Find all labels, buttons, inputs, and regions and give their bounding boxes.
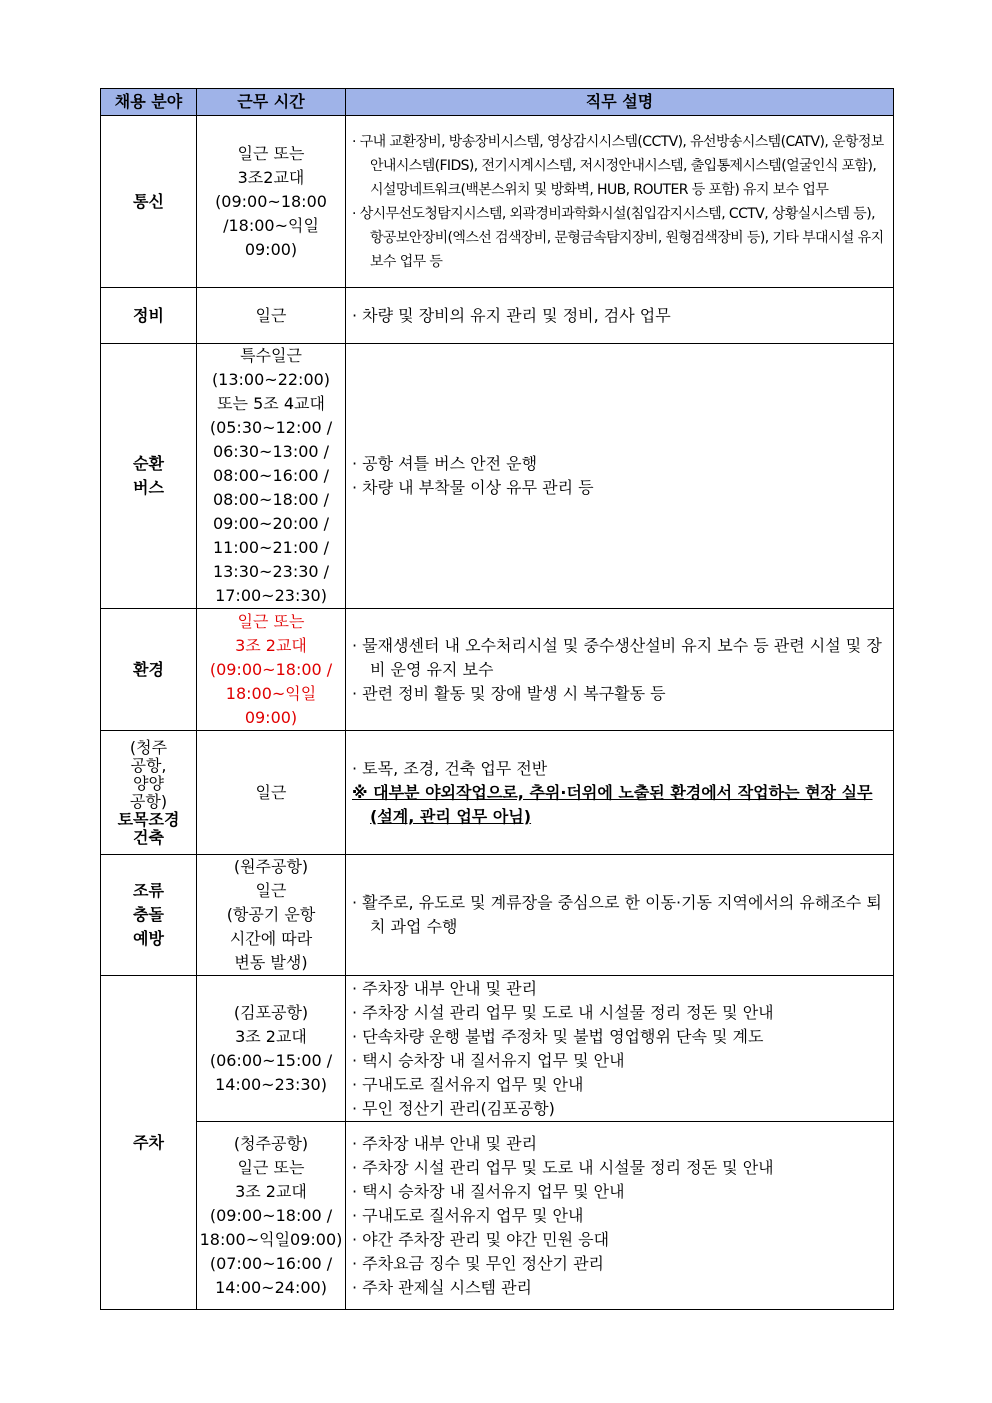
time-line: 일근 또는 [237,611,305,631]
category-line: 건축 [133,827,164,847]
table-row [101,731,894,855]
table-row [101,609,894,731]
time-line: (원주공항) [233,857,309,876]
time-line: (09:00~18:00 / [209,1205,333,1225]
time-line: 17:00~23:30) [215,586,327,605]
description-item: · 구내도로 질서유지 업무 및 안내 [352,1205,584,1225]
time-cell: 일근 [197,731,346,855]
description-cell [346,288,894,344]
time-line: 3조 2교대 [235,635,307,655]
time-line: 11:00~21:00 / [212,538,330,557]
time-cell [197,609,346,731]
time-line: 13:30~23:30 / [212,562,330,581]
description-item: · 물재생센터 내 오수처리시설 및 중수생산설비 유지 보수 등 관련 시설 및 장비 운영 유지 보수 [352,635,882,679]
time-cell [197,344,346,609]
time-line: (06:00~15:00 / [209,1050,333,1070]
category-cell: 주차 [101,976,197,1310]
description-item: · 차량 및 장비의 유지 관리 및 정비, 검사 업무 [352,305,671,325]
description-cell [346,116,894,288]
notice-text: ※ 대부분 야외작업으로, 추위·더위에 노출된 환경에서 작업하는 현장 실무(설계, 관리 업무 아님) [352,782,873,826]
time-line: 변동 발생) [234,953,308,972]
header-category: 채용 분야 [101,89,197,116]
time-cell [197,116,346,288]
table-row [101,976,894,1122]
category-cell [101,855,197,976]
time-line: 일근 또는 [237,1157,305,1177]
table-row [101,288,894,344]
category-cell: 통신 [101,116,197,288]
description-item: · 택시 승차장 내 질서유지 업무 및 안내 [352,1181,625,1201]
header-time: 근무 시간 [197,89,346,116]
category-line: 버스 [133,478,164,497]
time-line: 일근 [255,881,287,900]
header-description: 직무 설명 [346,89,894,116]
description-cell [346,731,894,855]
category-line: 조류 [133,881,164,900]
category-cell [101,731,197,855]
description-item: · 주차장 내부 안내 및 관리 [352,1133,538,1153]
category-cell [101,344,197,609]
description-item: · 주차장 시설 관리 업무 및 도로 내 시설물 정리 정돈 및 안내 [352,1157,774,1177]
table-row [101,116,894,288]
description-item: · 단속차량 운행 불법 주정차 및 불법 영업행위 단속 및 계도 [352,1026,764,1046]
description-item: · 활주로, 유도로 및 계류장을 중심으로 한 이동·기동 지역에서의 유해조수 퇴치 과업 수행 [352,893,882,936]
time-line: 18:00~익일09:00) [199,1229,343,1249]
time-line: 특수일근 [240,346,302,365]
time-line: /18:00~익일09:00) [223,215,319,259]
category-line: 순환 [133,454,164,473]
time-line: 일근 또는 [237,143,305,163]
time-line: (05:30~12:00 / [209,418,333,437]
time-line: 시간에 따라 [229,929,313,948]
time-line: 3조2교대 [237,167,305,187]
category-line: 양양 [133,773,164,793]
table-row [101,1122,894,1310]
time-line: (13:00~22:00) [211,370,331,389]
description-item: · 차량 내 부착물 이상 유무 관리 등 [352,478,594,497]
description-cell [346,344,894,609]
table-header-row [101,89,894,116]
job-table [100,88,894,1310]
time-line: (청주공항) [233,1133,309,1153]
time-cell: 일근 [197,288,346,344]
description-item: · 야간 주차장 관리 및 야간 민원 응대 [352,1229,610,1249]
time-line: 14:00~23:30) [215,1074,327,1094]
time-line: (김포공항) [233,1002,309,1022]
description-item: · 상시무선도청탐지시스템, 외곽경비과학화시설(침입감지시스템, CCTV, 상황실시스템 등), 항공보안장비(엑스선 검색장비, 문형금속탐지장비, 원형검색장비 등), 기타 부대시설 유지 보수 업무 등 [352,205,884,270]
time-line: 또는 5조 4교대 [217,394,325,413]
category-line: 충돌 [133,905,164,924]
category-cell: 환경 [101,609,197,731]
category-line: 공항, [130,755,167,775]
description-item: · 주차요금 징수 및 무인 정산기 관리 [352,1253,604,1273]
time-line: 08:00~18:00 / [212,490,330,509]
description-item: · 택시 승차장 내 질서유지 업무 및 안내 [352,1050,625,1070]
category-cell: 정비 [101,288,197,344]
description-item: · 주차장 시설 관리 업무 및 도로 내 시설물 정리 정돈 및 안내 [352,1002,774,1022]
time-line: 14:00~24:00) [215,1277,327,1297]
description-cell [346,609,894,731]
description-item: · 주차 관제실 시스템 관리 [352,1277,532,1297]
description-item: · 공항 셔틀 버스 안전 운행 [352,454,538,473]
time-line: (09:00~18:00 / [209,659,333,679]
description-item: · 구내도로 질서유지 업무 및 안내 [352,1074,584,1094]
category-line: 토목조경 [117,809,180,829]
description-item: · 구내 교환장비, 방송장비시스템, 영상감시시스템(CCTV), 유선방송시스템(CATV), 운항정보안내시스템(FIDS), 전기시계시스템, 저시정안내시스템, 출입통제시스템(얼굴인식 포함), 시설망네트워크(백본스위치 및 방화벽, HUB, ROUTER 등 포함) 유지 보수 업무 [352,133,884,198]
time-cell [197,976,346,1122]
description-item: · 관련 정비 활동 및 장애 발생 시 복구활동 등 [352,683,666,703]
time-line: 3조 2교대 [235,1026,307,1046]
description-cell [346,1122,894,1310]
time-line: 09:00) [244,707,298,727]
time-cell [197,855,346,976]
description-item: · 무인 정산기 관리(김포공항) [352,1098,555,1118]
time-line: (07:00~16:00 / [209,1253,333,1273]
time-cell [197,1122,346,1310]
time-line: (항공기 운항 [226,905,316,924]
description-cell [346,976,894,1122]
table-row [101,344,894,609]
description-item: · 토목, 조경, 건축 업무 전반 [352,758,548,778]
table-row [101,855,894,976]
time-line: (09:00~18:00 [215,191,327,211]
time-line: 06:30~13:00 / [212,442,330,461]
time-line: 08:00~16:00 / [212,466,330,485]
category-line: (청주 [129,737,168,757]
time-line: 3조 2교대 [235,1181,307,1201]
time-line: 18:00~익일 [225,683,317,703]
description-item: · 주차장 내부 안내 및 관리 [352,978,538,998]
category-line: 예방 [133,929,164,948]
category-line: 공항) [129,791,168,811]
time-line: 09:00~20:00 / [212,514,330,533]
description-cell [346,855,894,976]
